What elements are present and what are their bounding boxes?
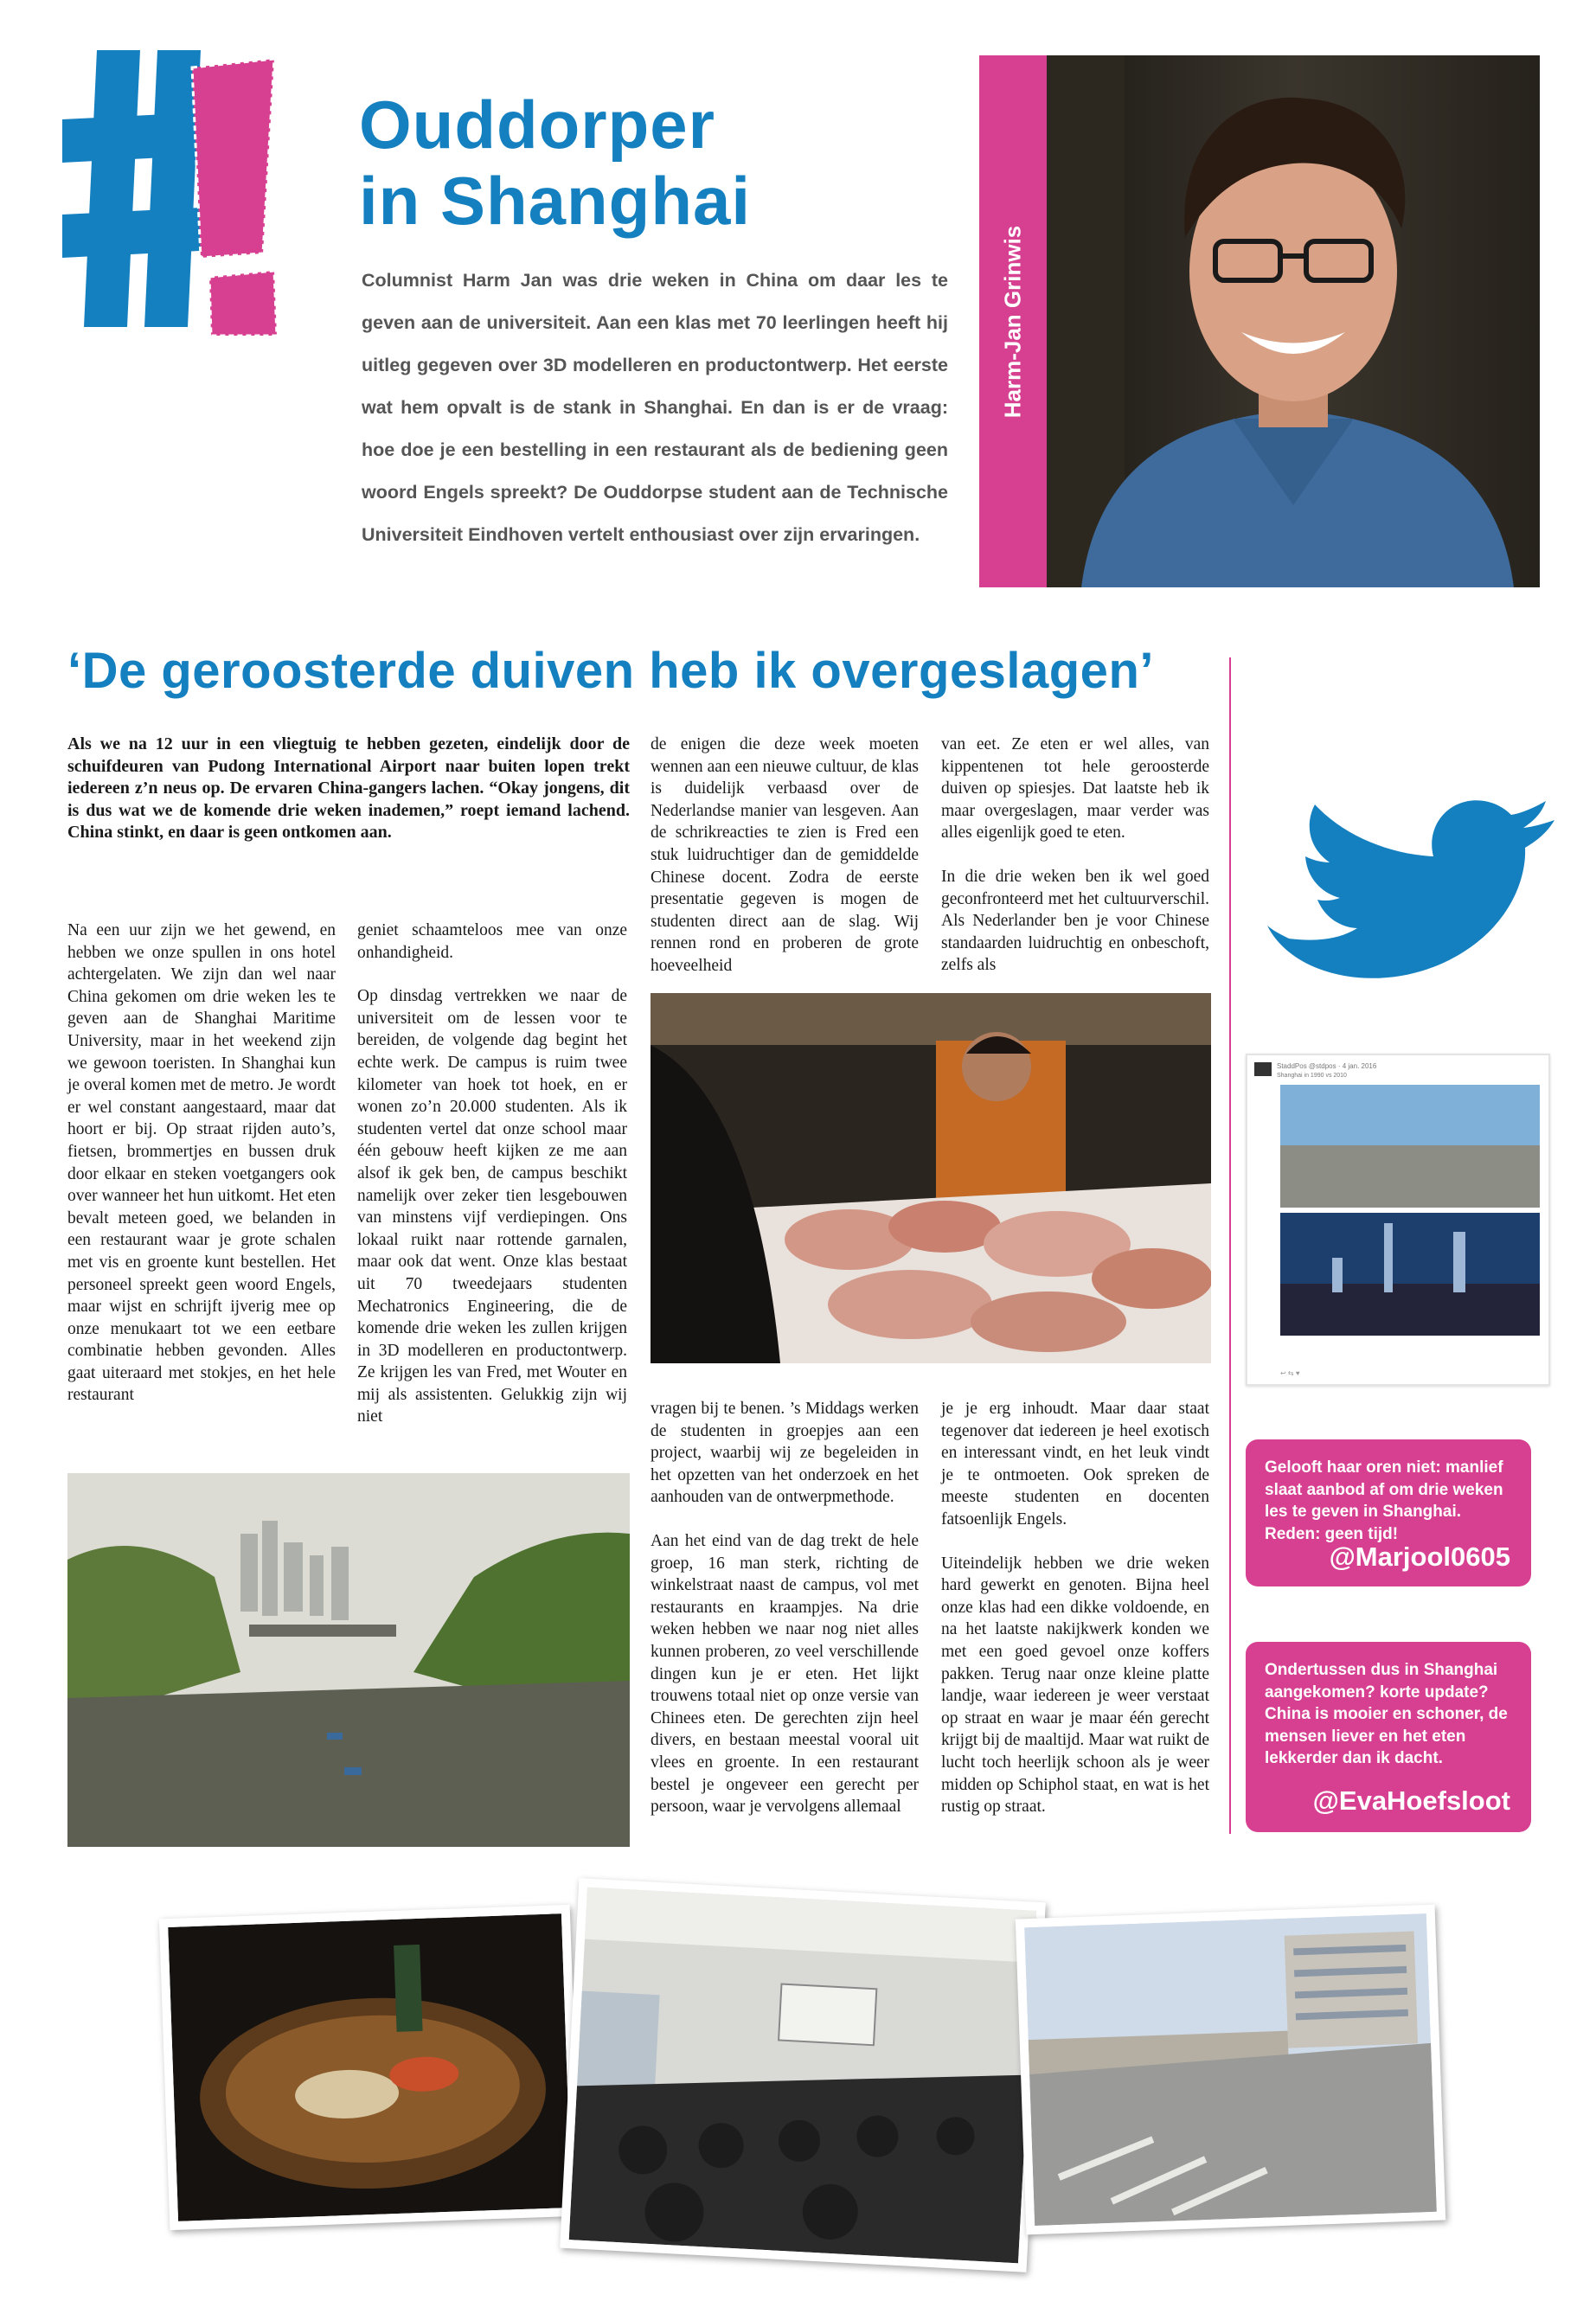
tweet-actions: ↩ ⇆ ♥: [1280, 1369, 1300, 1377]
classroom-photo: [560, 1878, 1046, 2272]
tweet-card-text: Ondertussen dus in Shanghai aangekomen? korte update? China is mooier en schoner, de mensen liever en het eten lekkerder dan ik dacht.: [1265, 1661, 1508, 1767]
tweet-card-text: Gelooft haar oren niet: manlief slaat aanbod af om drie weken les te geven in Shanghai. Reden: geen tijd!: [1265, 1458, 1503, 1543]
body-column-2: [357, 920, 627, 1450]
tweet-card: [1246, 1439, 1531, 1586]
body-paragraph: van eet. Ze eten er wel alles, van kippentenen tot hele geroosterde duiven op spiesjes. Dat laatste heb ik maar overgeslagen, maar verder was alles eigenlijk goed te eten.: [941, 735, 1209, 843]
body-paragraph: Op dinsdag vertrekken we naar de universiteit om de lessen voor te bereiden, de volgende dag begint het echte werk. De campus is ruim twee kilometer van hoek tot hoek, en er wonen zo’n 20.000 studenten. Als ik studenten vertel dat onze school maar één gebouw heeft kijken ze me aan alsof ik gek ben, de campus beschikt namelijk over zeker tien lesgebouwen van minstens vijf verdiepingen. Ons lokaal ruikt naar rottende garnalen, maar ook dat went. Onze klas bestaat uit 70 tweedejaars studenten Mechatronics Engineering, die de komende drie weken les zullen krijgen in 3D modelleren en productontwerp. Ze krijgen les van Fred, met Wouter en mij als assistenten. Gelukkig zijn wij niet: [357, 987, 627, 1426]
author-name-strip: [979, 55, 1047, 587]
lead-paragraph: Als we na 12 uur in een vliegtuig te hebben gezeten, eindelijk door de schuifdeuren van Pudong International Airport naar buiten lopen trekt iedereen z’n neus op. De ervaren China-gangers lachen. “Okay jongens, dit is dus wat we de komende drie weken inademen,” roept iemand lachend. China stinkt, en daar is geen ontkomen aan.: [67, 734, 630, 843]
column-divider: [1229, 657, 1231, 1834]
body-paragraph: In die drie weken ben ik wel goed geconfronteerd met het cultuurverschil. Als Nederlander ben je voor Chinese standaarden luidruchtig en onbeschoft, zelfs als: [941, 867, 1209, 975]
tweet-card: [1246, 1642, 1531, 1832]
embedded-tweet: [1246, 1054, 1550, 1386]
body-column-3-continued: [651, 1398, 919, 1840]
author-portrait: [1047, 55, 1540, 587]
body-column-1: [67, 920, 336, 1428]
tweet-card-handle: @EvaHoefsloot: [1312, 1785, 1510, 1816]
title-line-1: Ouddorper: [359, 87, 715, 163]
body-paragraph: je je erg inhoudt. Maar daar staat tegenover dat iedereen je heel exotisch en interessant vindt, en het leuk vindt je te ontmoeten. Ook spreken de meeste studenten en docenten fatsoenlijk Engels.: [941, 1400, 1209, 1529]
body-paragraph: Na een uur zijn we het gewend, en hebben we onze spullen in ons hotel achtergelaten. We zijn dan wel naar China gekomen om drie weken les te geven aan de Shanghai Maritime University, maar in het weekend zijn we gewoon toeristen. In Shanghai kun je overal komen met de metro. Je wordt er wel constant aangestaard, maar dat hoort er bij. Op straat rijden auto’s, fietsen, brommertjes en bussen druk door elkaar en steken voetgangers ook over wanneer het hun uitkomt. Het eten bevalt meteen goed, we belanden in een restaurant waar je grote schalen met vis en groente kunt bestellen. Het personeel spreekt geen woord Engels, maar wijst en schrijft ijverig mee op onze menukaart tot we een eetbare combinatie hebben gevonden. Alles gaat uiteraard met stokjes, en het hele restaurant: [67, 921, 336, 1405]
author-name: Harm-Jan Grinwis: [999, 225, 1026, 418]
body-column-3: [651, 734, 919, 999]
tweet-handle: StaddPos @stdpos · 4 jan. 2016: [1277, 1062, 1377, 1070]
shanghai-canal-photo: [67, 1473, 630, 1847]
body-paragraph: Aan het eind van de dag trekt de hele groep, 16 man sterk, richting de winkelstraat naast de campus, vol met restaurants en kraampjes. Na drie weken hebben we naar nog niet alles kunnen proberen, zo veel verschillende dingen kun je er eten. Het lijkt trouwens totaal niet op onze versie van Chinees eten. De gerechten zijn heel divers, en bestaan meestal vooral uit vlees en groente. In een restaurant bestel je ongeveer een gerecht per persoon, waar je vervolgens allemaal: [651, 1531, 919, 1817]
campus-street-photo: [1016, 1905, 1445, 2235]
body-paragraph: de enigen die deze week moeten wennen aan een nieuwe cultuur, de klas is duidelijk verbaasd over de Nederlandse manier van lesgeven. Aan de schrikreacties te zien is Fred een stuk luidruchtiger dan de gemiddelde Chinese docent. Zodra de eerste presentatie gegeven is mogen de studenten direct aan de slag. Wij rennen rond en proberen de grote hoeveelheid: [651, 735, 919, 975]
body-column-4-continued: [941, 1398, 1209, 1840]
body-column-4: [941, 734, 1209, 998]
title-line-2: in Shanghai: [359, 163, 752, 239]
avatar: [1254, 1062, 1272, 1076]
hashtag-exclamation-logo: [62, 50, 296, 336]
body-paragraph: Uiteindelijk hebben we drie weken hard gewerkt en genoten. Bijna heel onze klas had een dikke voldoende, en na het laatste nakijkwerk konden we met een goed gevoel onze koffers pakken. Terug naar onze kleine platte landje, waar iedereen je weer verstaat op straat en waar je maar één gerecht krijgt bij de maaltijd. Maar wat ruikt de lucht toch heerlijk schoon als je weer midden op Schiphol staat, en wat is het rustig op straat.: [941, 1554, 1209, 1817]
tweet-card-handle: @Marjool0605: [1329, 1541, 1510, 1572]
twitter-bird-icon: [1250, 796, 1557, 995]
article-title: [359, 87, 751, 239]
body-paragraph: vragen bij te benen. ’s Middags werken de studenten in groepjes aan een project, waarbij wij ze begeleiden in het opzetten van het onderzoek en het aanhouden van de ontwerpmethode.: [651, 1400, 919, 1507]
intro-paragraph: Columnist Harm Jan was drie weken in China om daar les te geven aan de universiteit. Aan een klas met 70 leerlingen heeft hij uitleg gegeven over 3D modelleren en productontwerp. Het eerste wat hem opvalt is de stank in Shanghai. En dan is er de vraag: hoe doe je een bestelling in een restaurant als de bediening geen woord Engels spreekt? De Ouddorpse student aan de Technische Universiteit Eindhoven vertelt enthousiast over zijn ervaringen.: [362, 270, 948, 545]
shanghai-then-now-photos: [1280, 1085, 1540, 1336]
article-headline: ‘De geroosterde duiven heb ik overgeslagen’: [67, 643, 1154, 699]
tweet-text: Shanghai in 1990 vs 2010: [1277, 1073, 1347, 1079]
market-butcher-photo: [651, 993, 1211, 1363]
body-paragraph: geniet schaamteloos mee van onze onhandigheid.: [357, 921, 627, 962]
food-dish-photo: [159, 1905, 580, 2230]
